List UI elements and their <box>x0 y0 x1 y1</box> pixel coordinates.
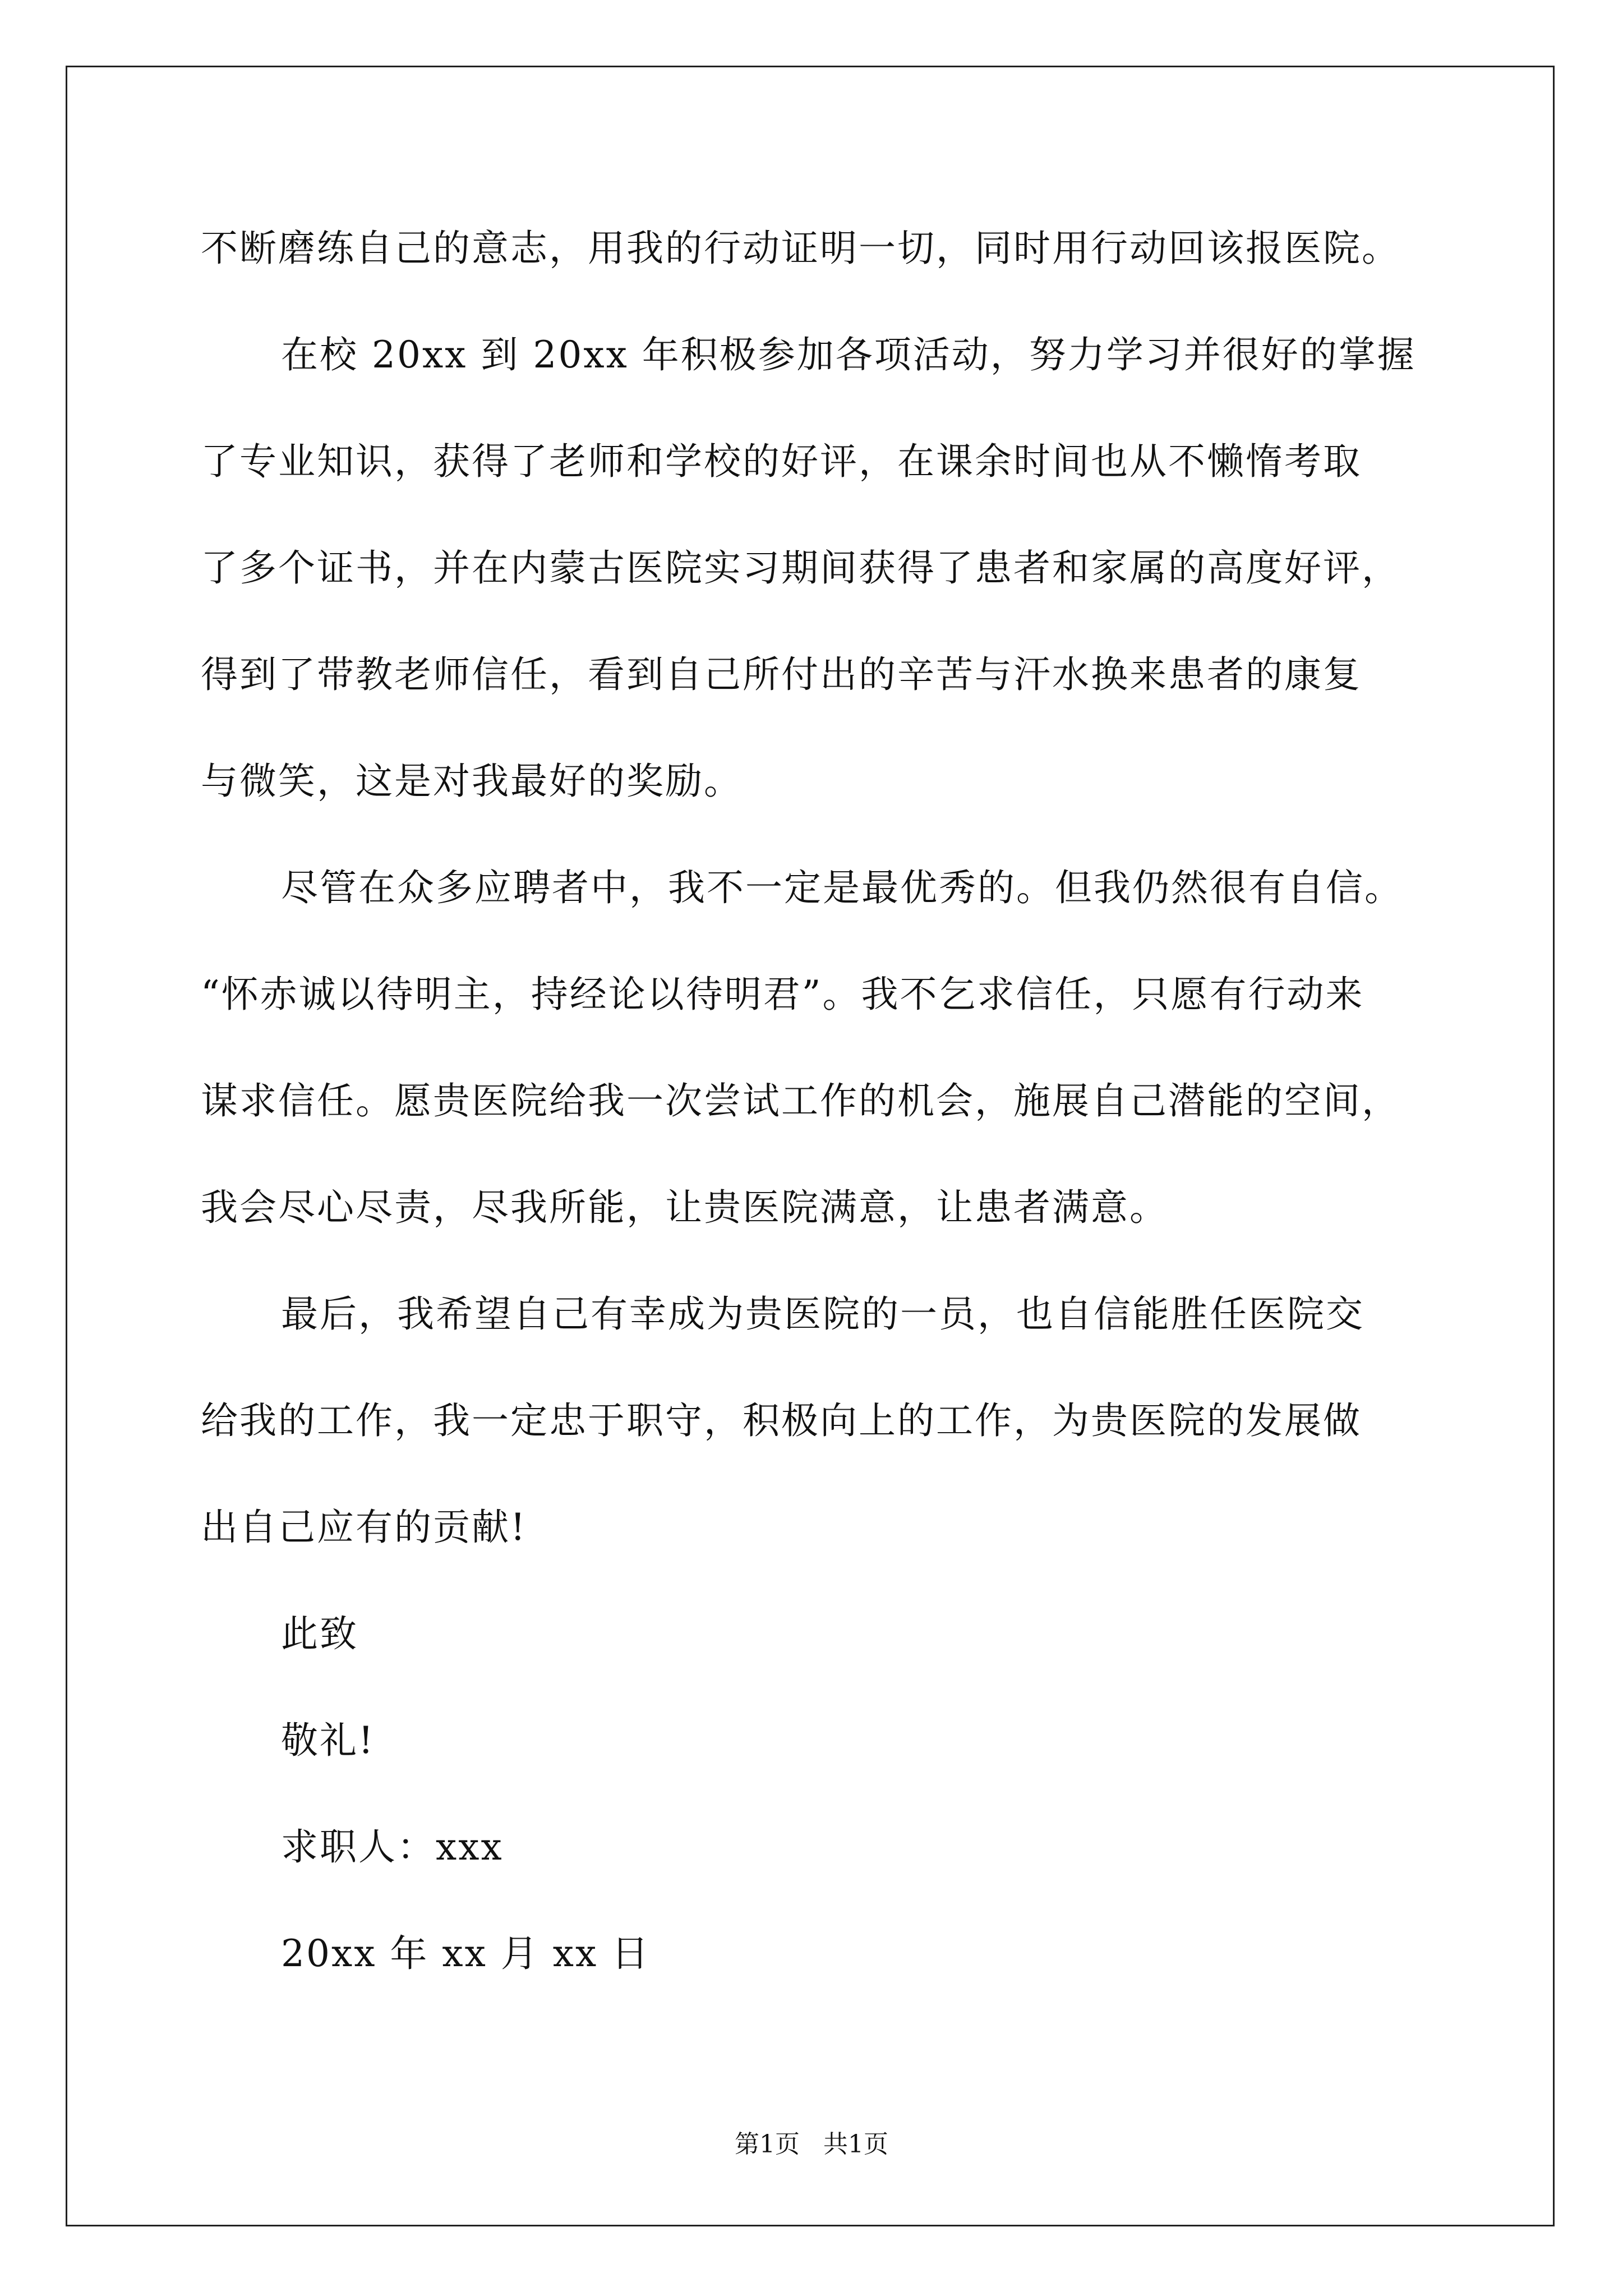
body-line-12: 给我的工作，我一定忠于职守，积极向上的工作，为贵医院的发展做 <box>201 1399 1362 1442</box>
body-line-6: 与微笑，这是对我最好的奖励。 <box>201 760 743 803</box>
body-line-5: 得到了带教老师信任，看到自己所付出的辛苦与汗水换来患者的康复 <box>201 653 1362 696</box>
page-number-footer: 第1页 共1页 <box>735 2130 888 2159</box>
body-line-1: 不断磨练自己的意志，用我的行动证明一切，同时用行动回该报医院。 <box>201 227 1400 270</box>
body-line-11: 最后，我希望自己有幸成为贵医院的一员，也自信能胜任医院交 <box>281 1292 1364 1336</box>
body-line-9: 谋求信任。愿贵医院给我一次尝试工作的机会，施展自己潜能的空间， <box>201 1079 1400 1122</box>
body-line-10: 我会尽心尽责，尽我所能，让贵医院满意，让患者满意。 <box>201 1186 1168 1229</box>
closing-regards: 敬礼! <box>281 1719 375 1762</box>
closing-salutation: 此致 <box>281 1612 358 1655</box>
body-line-8: “怀赤诚以待明主，持经论以待明君”。我不乞求信任，只愿有行动来 <box>201 973 1364 1016</box>
body-line-7: 尽管在众多应聘者中，我不一定是最优秀的。但我仍然很有自信。 <box>281 866 1403 909</box>
signature: 求职人：xxx <box>281 1825 504 1869</box>
letter-date: 20xx 年 xx 月 xx 日 <box>281 1932 651 1975</box>
body-line-4: 了多个证书，并在内蒙古医院实习期间获得了患者和家属的高度好评， <box>201 546 1400 590</box>
body-line-3: 了专业知识，获得了老师和学校的好评，在课余时间也从不懒惰考取 <box>201 440 1362 483</box>
body-line-2: 在校 20xx 到 20xx 年积极参加各项活动，努力学习并很好的掌握 <box>281 333 1416 376</box>
page-frame <box>66 66 1555 2226</box>
body-line-13: 出自己应有的贡献! <box>201 1506 527 1549</box>
